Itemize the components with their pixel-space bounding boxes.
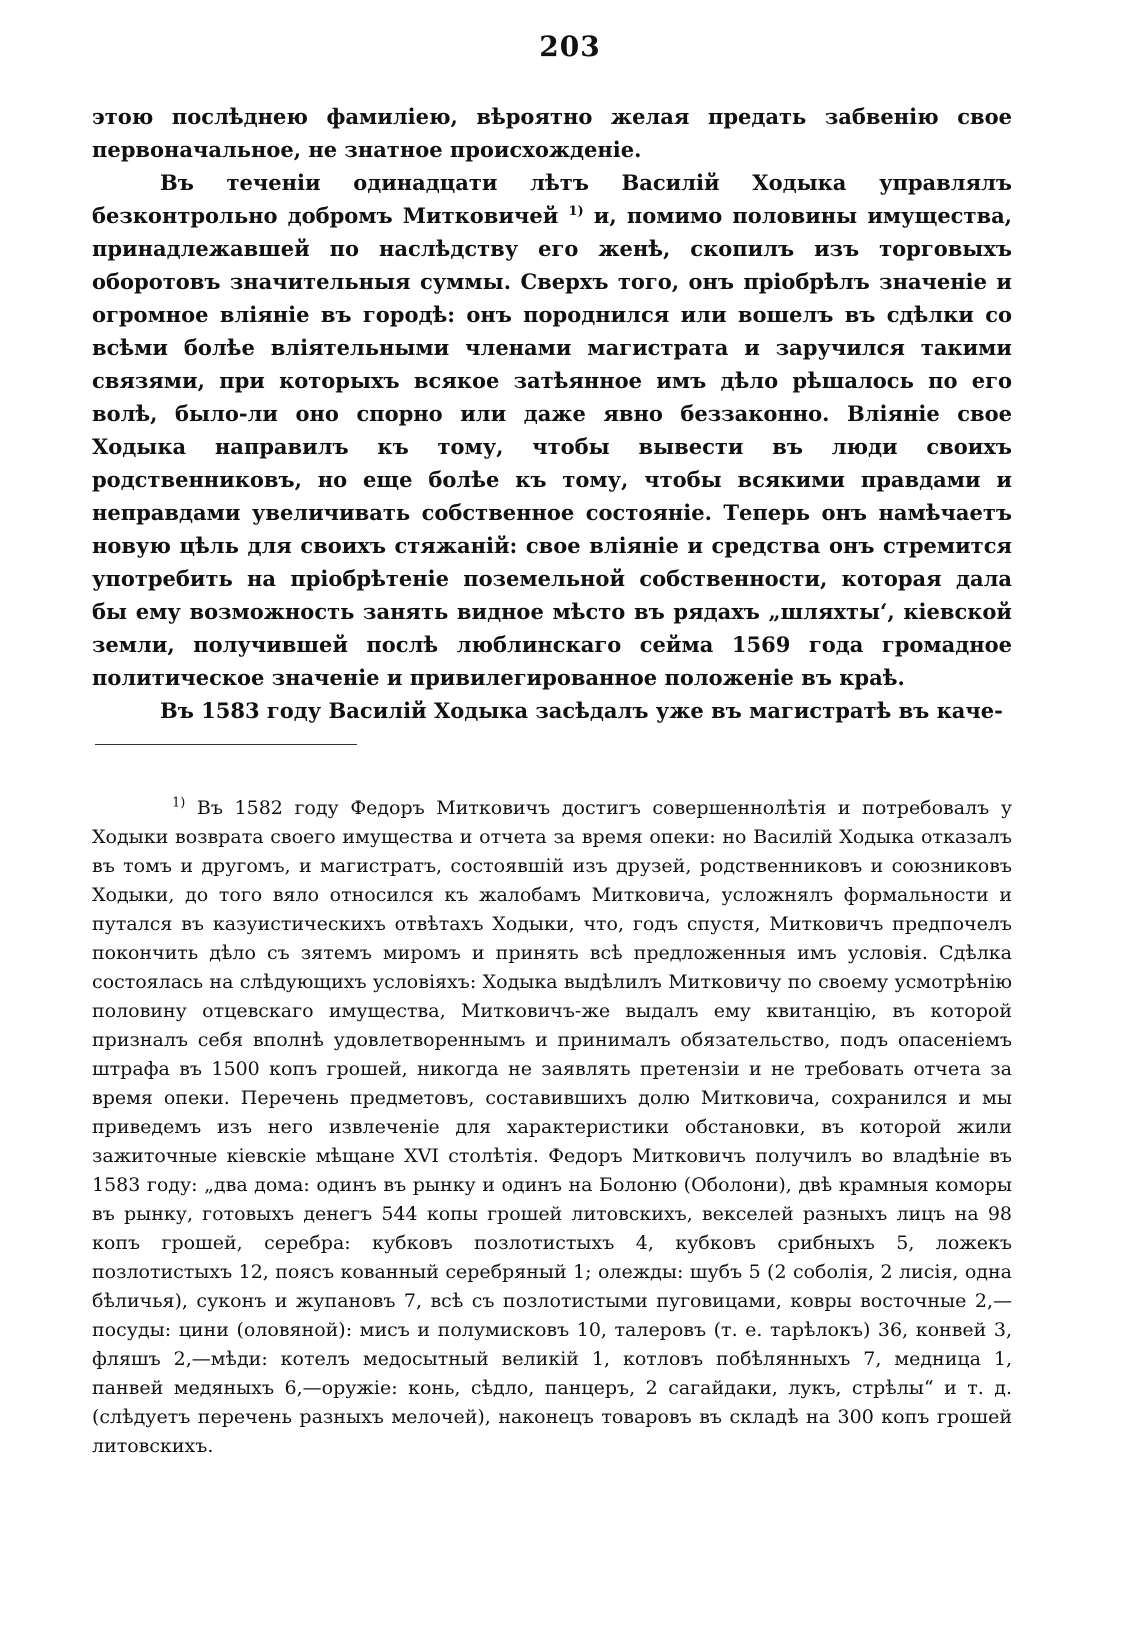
footnote-marker: 1): [172, 795, 186, 811]
paragraph-continued: этою послѣднею фамиліею, вѣроятно желая предать забвенію свое первоначальное, не знатное происхожденіе.: [92, 104, 1012, 162]
paragraph-text-before-note: Въ теченіи одинадцати лѣтъ Василій Ходыка управлялъ безконтрольно добромъ Митковичей: [92, 170, 1012, 228]
page-number: 203: [539, 30, 601, 63]
main-text: [92, 100, 1012, 727]
paragraph-khodyka-influence: [92, 166, 1012, 694]
footnote-text: Въ 1582 году Федоръ Митковичъ достигъ совершеннолѣтія и потребовалъ у Ходыки возврата своего имущества и отчета за время опеки: но Василій Ходыка отказалъ въ томъ и другомъ, и магистратъ, состоявшій изъ друзей, родственниковъ и союзниковъ Ходыки, до того вяло относился къ жалобамъ Митковича, усложнялъ формальности и путался въ казуистическихъ отвѣтахъ Ходыки, что, годъ спустя, Митковичъ предпочелъ покончить дѣло съ зятемъ миромъ и принять всѣ предложенныя имъ условія. Сдѣлка состоялась на слѣдующихъ условіяхъ: Ходыка выдѣлилъ Митковичу по своему усмотрѣнію половину отцевскаго имущества, Митковичъ-же выдалъ ему квитанцію, въ которой призналъ себя вполнѣ удовлетвореннымъ и принималъ обязательство, подъ опасеніемъ штрафа въ 1500 копъ грошей, никогда не заявлять претензіи и не требовать отчета за время опеки. Перечень предметовъ, составившихъ долю Митковича, сохранился и мы приведемъ изъ него извлеченіе для характеристики обстановки, въ которой жили зажиточные кіевскіе мѣщане XVI столѣтія. Федоръ Митковичъ получилъ во владѣніе въ 1583 году: „два дома: одинъ въ рынку и одинъ на Болоню (Оболони), двѣ крамныя коморы въ рынку, готовыхъ денегъ 544 копы грошей литовскихъ, векселей разныхъ лицъ на 98 копъ грошей, серебра: кубковъ позлотистыхъ 4, кубковъ срибныхъ 5, ложекъ позлотистыхъ 12, поясъ кованный серебряный 1; олежды: шубъ 5 (2 соболія, 2 лисія, одна бѣличья), суконъ и жупановъ 7, всѣ съ позлотистыми пуговицами, ковры восточные 2,—посуды: цини (оловяной): мисъ и полумисковъ 10, талеровъ (т. е. тарѣлокъ) 36, конвей 3, фляшъ 2,—мѣди: котелъ медосытный великій 1, котловъ побѣлянныхъ 7, медница 1, панвей медяныхъ 6,—оружіе: конь, сѣдло, панцеръ, 2 сагайдаки, лукъ, стрѣлы“ и т. д. (слѣдуетъ перечень разныхъ мелочей), наконецъ товаровъ въ складѣ на 300 копъ грошей литовскихъ.: [92, 797, 1012, 1457]
paragraph-text-after-note: и, помимо половины имущества, принадлежавшей по наслѣдству его женѣ, скопилъ изъ торговыхъ оборотовъ значительныя суммы. Сверхъ того, онъ пріобрѣлъ значеніе и огромное вліяніе въ городѣ: онъ породнился или вошелъ въ сдѣлки со всѣми болѣе вліятельными членами магистрата и заручился такими связями, при которыхъ всякое затѣянное имъ дѣло рѣшалось по его волѣ, было-ли оно спорно или даже явно беззаконно. Вліяніе свое Ходыка направилъ къ тому, чтобы вывести въ люди своихъ родственниковъ, но еще болѣе къ тому, чтобы всякими правдами и неправдами увеличивать собственное состояніе. Теперь онъ намѣчаетъ новую цѣль для своихъ стяжаній: свое вліяніе и средства онъ стремится употребить на пріобрѣтеніе поземельной собственности, которая дала бы ему возможность занять видное мѣсто въ рядахъ „шляхты‘, кіевской земли, получившей послѣ люблинскаго сейма 1569 года громадное политическое значеніе и привилегированное положеніе въ краѣ.: [92, 203, 1012, 690]
footnote: [92, 794, 1012, 1461]
footnote-reference[interactable]: 1): [568, 204, 584, 219]
footnote-paragraph: [92, 794, 1012, 1461]
paragraph-magistrate: Въ 1583 году Василій Ходыка засѣдалъ уже въ магистратѣ въ каче-: [160, 698, 1003, 723]
footnote-divider: [95, 744, 357, 745]
